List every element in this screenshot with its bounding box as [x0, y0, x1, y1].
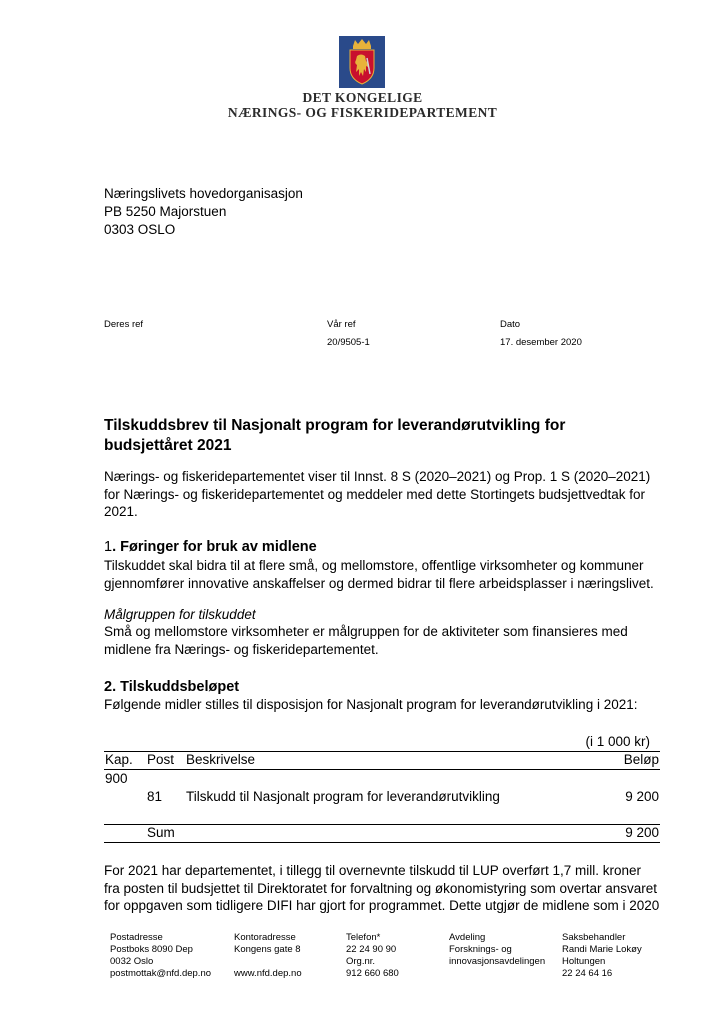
section-1-paragraph — [104, 557, 654, 592]
col-header-kap: Kap. — [105, 752, 133, 767]
footer-department — [449, 932, 545, 980]
text-line: For 2021 har departementet, i tillegg til overnevnte tilskudd til LUP overført 1,7 mill. kroner — [104, 863, 642, 878]
target-group-heading: Målgruppen for tilskuddet — [104, 607, 256, 622]
section-2-paragraph: Følgende midler stilles til disposisjon for Nasjonalt program for leverandørutvikling i 2021: — [104, 697, 638, 712]
text-line: gjennomfører innovative anskaffelser og dermed bidrar til flere arbeidsplasser i næringslivet. — [104, 575, 654, 591]
target-group-paragraph — [104, 623, 628, 658]
section-1-title: . Føringer for bruk av midlene — [112, 539, 317, 555]
footer-text: 22 24 64 16 — [562, 968, 613, 979]
footer-text: Org.nr. — [346, 956, 376, 967]
footer-label: Postadresse — [110, 932, 163, 943]
footer-text: 0032 Oslo — [110, 956, 154, 967]
coat-of-arms-logo — [339, 36, 385, 88]
footer-text: Holtungen — [562, 956, 606, 967]
footer-label: Saksbehandler — [562, 932, 626, 943]
table-sum-amount: 9 200 — [625, 825, 659, 840]
text-line: for oppgaven som tidligere DIFI har gjort for programmet. Dette utgjør de midlene som i 2020 — [104, 898, 660, 913]
footer-label: Kontoradresse — [234, 932, 296, 943]
recipient-address — [104, 185, 303, 239]
text-line: for Nærings- og fiskeridepartementet og meddeler med dette Stortingets budsjettvedtak for — [104, 486, 646, 502]
col-header-post: Post — [147, 752, 175, 767]
coat-of-arms-icon — [339, 36, 385, 88]
footer-office-address — [234, 932, 302, 980]
col-header-amount: Beløp — [623, 752, 659, 767]
text-line: Små og mellomstore virksomheter er målgruppen for de aktiviteter som finansieres med — [104, 624, 628, 639]
dato-label: Dato — [500, 319, 521, 330]
footer-text: 22 24 90 90 — [346, 944, 397, 955]
footer-case-officer — [562, 932, 642, 980]
var-ref-label: Vår ref — [327, 319, 356, 330]
title-line: budsjettåret 2021 — [104, 437, 232, 454]
text-line: Tilskuddet skal bidra til at flere små, og mellomstore, offentlige virksomheter og kommuner — [104, 558, 644, 573]
section-1-heading — [104, 539, 317, 555]
section-1-number: 1 — [104, 539, 113, 555]
footer-text: 912 660 680 — [346, 968, 399, 979]
section-2-heading: 2. Tilskuddsbeløpet — [104, 679, 240, 695]
col-header-description: Beskrivelse — [186, 752, 256, 767]
ministry-name-line1: DET KONGELIGE — [302, 90, 423, 105]
footer-text: Postboks 8090 Dep — [110, 944, 193, 955]
footer-text — [234, 956, 302, 968]
text-line: 2021. — [104, 504, 138, 519]
recipient-name: Næringslivets hovedorganisasjon — [104, 186, 303, 201]
footer-email: postmottak@nfd.dep.no — [110, 968, 212, 979]
footer-website: www.nfd.dep.no — [234, 968, 302, 979]
ministry-name-line2: NÆRINGS- OG FISKERIDEPARTEMENT — [227, 105, 498, 120]
text-line: fra posten til budsjettet til Direktoratet for forvaltning og økonomistyring som overtar ansvaret — [104, 880, 657, 896]
footer-label: Telefon* — [346, 932, 381, 943]
var-ref-value: 20/9505-1 — [327, 337, 370, 348]
recipient-postcode: 0303 OSLO — [104, 222, 176, 237]
recipient-po-box: PB 5250 Majorstuen — [104, 204, 227, 219]
table-sum-label: Sum — [147, 825, 175, 840]
footer-label: Avdeling — [449, 932, 486, 943]
table-header-rule — [104, 769, 660, 770]
footer-text: Forsknings- og — [449, 944, 512, 955]
table-sum-rule — [104, 824, 660, 825]
table-bottom-rule — [104, 842, 660, 843]
intro-paragraph — [104, 468, 650, 521]
letter-title — [104, 416, 565, 456]
deres-ref-label: Deres ref — [104, 319, 144, 330]
table-amount-value: 9 200 — [625, 789, 659, 804]
title-line: Tilskuddsbrev til Nasjonalt program for leverandørutvikling for — [104, 417, 566, 434]
footer-text: Randi Marie Lokøy — [562, 944, 642, 955]
footer-text: Kongens gate 8 — [234, 944, 301, 955]
closing-paragraph — [104, 862, 659, 915]
table-kap-value: 900 — [105, 771, 128, 786]
text-line: Nærings- og fiskeridepartementet viser til Innst. 8 S (2020–2021) og Prop. 1 S (2020–2021) — [104, 469, 651, 484]
footer-text — [449, 968, 545, 980]
table-description-value: Tilskudd til Nasjonalt program for leverandørutvikling — [186, 789, 500, 804]
text-line: midlene fra Nærings- og fiskeridepartementet. — [104, 641, 379, 657]
unit-note: (i 1 000 kr) — [585, 734, 650, 749]
footer-text: innovasjonsavdelingen — [449, 956, 546, 967]
footer-postal-address — [110, 932, 211, 980]
dato-value: 17. desember 2020 — [500, 337, 582, 348]
footer-phone — [346, 932, 399, 980]
table-post-value: 81 — [147, 789, 163, 804]
